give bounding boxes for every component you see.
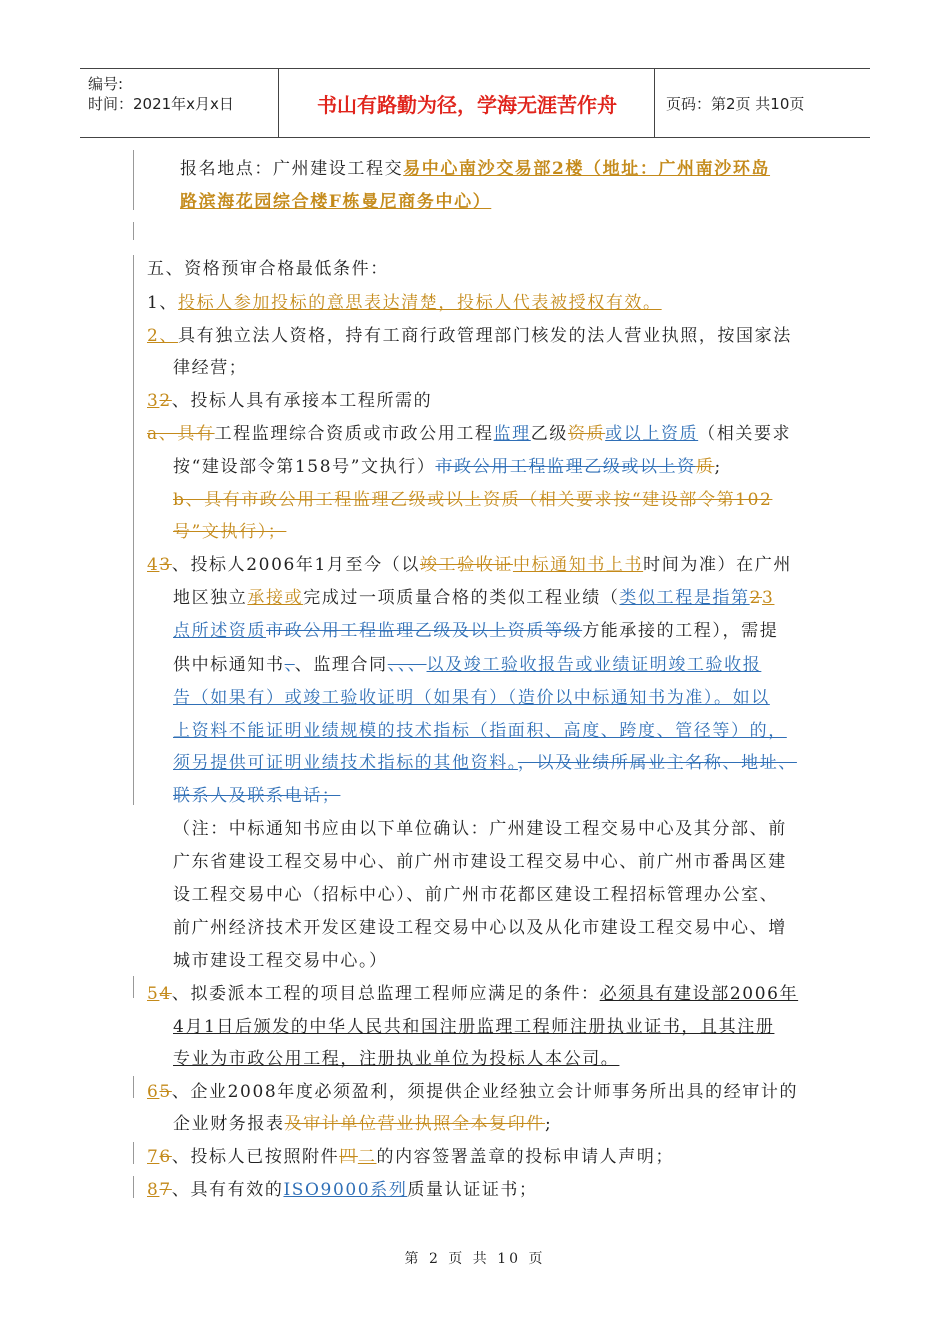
text-line: 路滨海花园综合楼F栋曼尼商务中心） xyxy=(180,192,492,212)
header-meta-cell xyxy=(80,69,279,137)
motto: 书山有路勤为径，学海无涯苦作舟 xyxy=(280,69,655,137)
text-line: 87、具有有效的ISO9000系列质量认证证书； xyxy=(147,1180,538,1200)
note-line: 前广州经济技术开发区建设工程交易中心以及从化市建设工程交易中心、增 xyxy=(173,918,787,938)
text-line-deleted: 号”文执行）； xyxy=(173,522,287,542)
page-footer: 第 2 页 共 10 页 xyxy=(404,1251,546,1267)
text-line: 企业财务报表及审计单位营业执照全本复印件; xyxy=(173,1114,553,1134)
page-info: 页码：第2页 共10页 xyxy=(666,95,805,113)
text-line: 须另提供可证明业绩技术指标的其他资料。，以及业绩所属业主名称、地址、 xyxy=(173,753,797,773)
page-header xyxy=(80,68,870,138)
text-line: 点所述资质市政公用工程监理乙级及以上资质等级方能承接的工程），需提 xyxy=(173,621,779,641)
note-line: 广东省建设工程交易中心、前广州市建设工程交易中心、前广州市番禺区建 xyxy=(173,852,787,872)
text-line: 按“建设部令第158号”文执行）市政公用工程监理乙级或以上资质; xyxy=(173,457,722,477)
text-line: a、具有工程监理综合资质或市政公用工程监理乙级资质或以上资质（相关要求 xyxy=(147,424,792,444)
text-line: 上资料不能证明业绩规模的技术指标（指面积、高度、跨度、管径等）的， xyxy=(173,721,787,741)
revision-bar xyxy=(133,255,134,805)
section-heading: 五、资格预审合格最低条件： xyxy=(147,259,389,279)
number-label: 编号: xyxy=(88,75,124,93)
text-line: 4月1日后颁发的中华人民共和国注册监理工程师注册执业证书，且其注册 xyxy=(173,1017,775,1037)
note-line: （注：中标通知书应由以下单位确认：广州建设工程交易中心及其分部、前 xyxy=(173,819,787,839)
text-line: 专业为市政公用工程，注册执业单位为投标人本公司。 xyxy=(173,1049,620,1069)
revision-bar xyxy=(133,1076,134,1098)
revision-bar xyxy=(133,1142,134,1164)
text-line: 54、拟委派本工程的项目总监理工程师应满足的条件：必须具有建设部2006年 xyxy=(147,984,799,1004)
text-line: 43、投标人2006年1月至今（以竣工验收证中标通知书上书时间为准）在广州 xyxy=(147,555,792,575)
text-line: 1、投标人参加投标的意思表达清楚，投标人代表被授权有效。 xyxy=(147,293,662,313)
time-label: 时间：2021年x月x日 xyxy=(88,95,234,113)
revision-bar xyxy=(133,222,134,240)
text-line: 供中标通知书、、监理合同、、、以及竣工验收报告或业绩证明竣工验收报 xyxy=(173,655,762,675)
text-line: 76、投标人已按照附件四二的内容签署盖章的投标申请人声明； xyxy=(147,1147,675,1167)
text-line: 告（如果有）或竣工验收证明（如果有）（造价以中标通知书为准）。如以 xyxy=(173,688,770,708)
revision-bar xyxy=(133,1176,134,1198)
text-line-deleted: 联系人及联系电话； xyxy=(173,786,341,806)
text-line: 报名地点：广州建设工程交易中心南沙交易部2楼（地址：广州南沙环岛 xyxy=(180,159,771,179)
text-line: 地区独立承接或完成过一项质量合格的类似工程业绩（类似工程是指第23 xyxy=(173,588,775,608)
text-line: 律经营； xyxy=(173,358,248,378)
text-line: 65、企业2008年度必须盈利，须提供企业经独立会计师事务所出具的经审计的 xyxy=(147,1082,799,1102)
text-line-deleted: b、具有市政公用工程监理乙级或以上资质（相关要求按“建设部令第102 xyxy=(173,490,773,510)
note-line: 设工程交易中心（招标中心）、前广州市花都区建设工程招标管理办公室、 xyxy=(173,885,779,905)
revision-bar xyxy=(133,150,134,210)
text-line: 2、具有独立法人资格，持有工商行政管理部门核发的法人营业执照，按国家法 xyxy=(147,326,792,346)
text-line: 32、投标人具有承接本工程所需的 xyxy=(147,391,433,411)
note-line: 城市建设工程交易中心。） xyxy=(173,951,388,971)
revision-bar xyxy=(133,976,134,998)
